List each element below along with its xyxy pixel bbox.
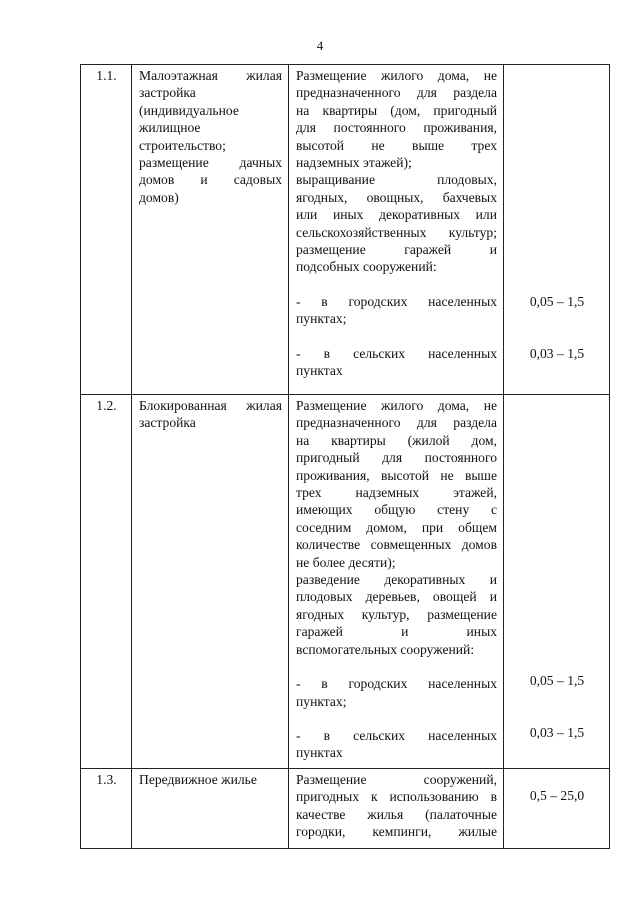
value-rural: 0,03 – 1,5 (529, 725, 585, 741)
row-description: Размещение жилого дома, не предназначенного для раздела на квартиры (жилой дом, пригодный для постоянного проживания, высотой не выше трех надземных этажей, имеющих общую стену с соседним домом, при общем количестве совмещенных домов не более десяти); разведение декоративных и плодовых деревьев, овощей и ягодных культур, размещение гаражей и иных вспомогательных сооружений: - в городских населенных пунктах; - в сельских населенных пунктах (289, 395, 504, 769)
row-number: 1.1. (81, 65, 132, 395)
row-value-cell (504, 65, 610, 395)
row-name: Блокированная жилая застройка (132, 395, 289, 769)
value-urban: 0,05 – 1,5 (529, 294, 585, 309)
sub-item: - в сельских населенных (296, 345, 497, 361)
value: 0,5 – 25,0 (529, 788, 585, 803)
table-row (81, 769, 610, 849)
row-name: Малоэтажная жилая застройка (индивидуальное жилищное строительство; размещение дачных домов и садовых домов) (132, 65, 289, 395)
table-row (81, 395, 610, 769)
row-number: 1.2. (81, 395, 132, 769)
row-name: Передвижное жилье (132, 769, 289, 849)
row-value-cell (504, 769, 610, 849)
sub-item: - в сельских населенных (296, 727, 497, 743)
sub-item: - в городских населенных (296, 676, 497, 692)
sub-item: - в городских населенных (296, 293, 497, 309)
value-rural: 0,03 – 1,5 (529, 346, 585, 362)
row-value-cell (504, 395, 610, 769)
land-use-table (80, 64, 610, 849)
row-number: 1.3. (81, 769, 132, 849)
value-urban: 0,05 – 1,5 (529, 673, 585, 688)
page-number: 4 (316, 38, 324, 53)
row-description: Размещение сооружений, пригодных к использованию в качестве жилья (палаточные городки, кемпинги, жилые (289, 769, 504, 849)
table-row (81, 65, 610, 395)
row-description: Размещение жилого дома, не предназначенного для раздела на квартиры (дом, пригодный для постоянного проживания, высотой не выше трех надземных этажей); выращивание плодовых, ягодных, овощных, бахчевых или иных декоративных или сельскохозяйственных культур; размещение гаражей и подсобных сооружений: - в городских населенных пунктах; - в сельских населенных пунктах (289, 65, 504, 395)
